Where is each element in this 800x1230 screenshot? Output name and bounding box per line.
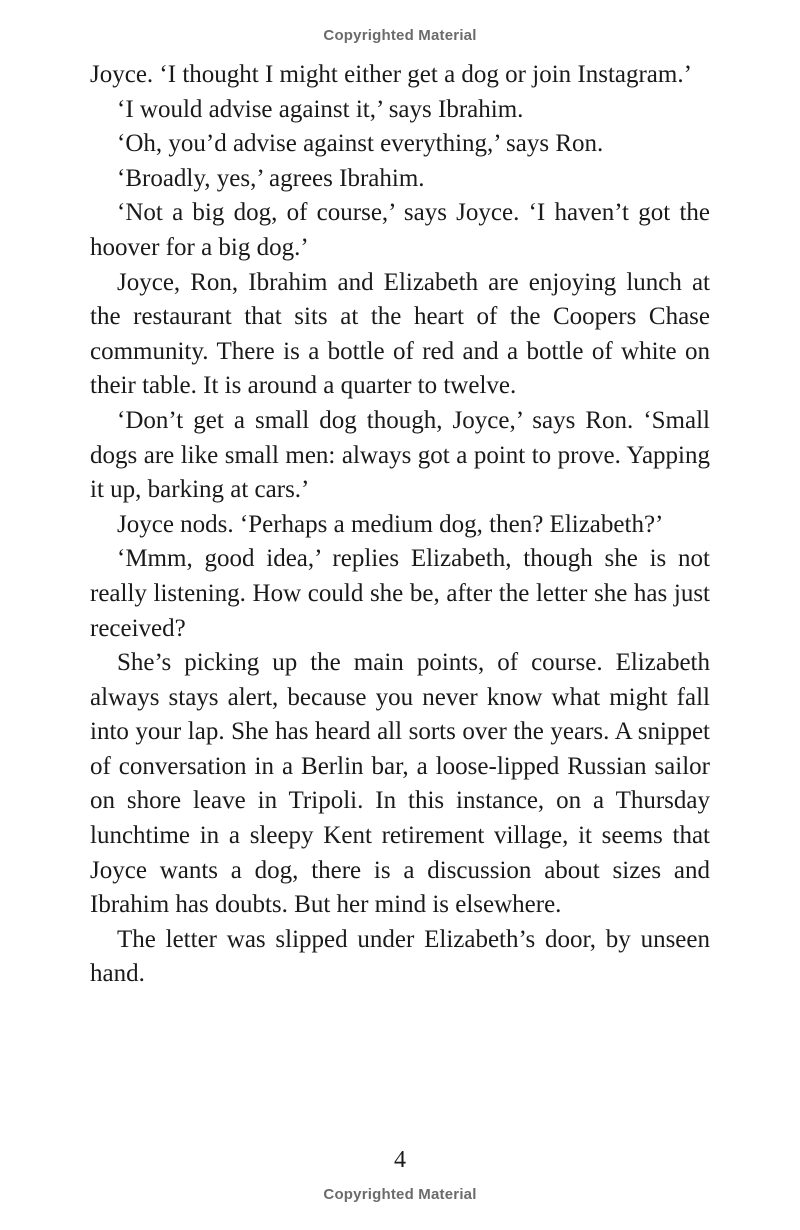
paragraph-2: ‘I would advise against it,’ says Ibrahim. bbox=[117, 95, 524, 123]
paragraph-4: ‘Broadly, yes,’ agrees Ibrahim. bbox=[117, 164, 425, 192]
page-number: 4 bbox=[394, 1147, 406, 1173]
paragraph-3: ‘Oh, you’d advise against everything,’ says Ron. bbox=[117, 130, 604, 158]
paragraph-1: Joyce. ‘I thought I might either get a dog or join Instagram.’ bbox=[90, 61, 692, 88]
paragraph-10: She’s picking up the main points, of course. Elizabeth always stays alert, because you never know what might fall into your lap. She has heard all sorts over the years. A snippet of conversation in a Berlin bar, a loose-lipped Russian sailor on shore leave in Tripoli. In this instance, on a Thursday lunchtime in a sleepy Kent retirement village, it seems that Joyce wants a dog, there is a discussion about sizes and Ibrahim has doubts. But her mind is elsewhere. bbox=[90, 649, 710, 919]
paragraph-6: Joyce, Ron, Ibrahim and Elizabeth are enjoying lunch at the restaurant that sits at the heart of the Coopers Chase community. There is a bottle of red and a bottle of white on their table. It is around a quarter to twelve. bbox=[90, 268, 710, 400]
paragraph-11: The letter was slipped under Elizabeth’s door, by unseen hand. bbox=[90, 925, 710, 988]
copyright-watermark-bottom: Copyrighted Material bbox=[323, 1186, 477, 1203]
paragraph-7: ‘Don’t get a small dog though, Joyce,’ says Ron. ‘Small dogs are like small men: always got a point to prove. Yapping it up, barking at cars.’ bbox=[90, 406, 710, 504]
paragraph-5: ‘Not a big dog, of course,’ says Joyce. ‘I haven’t got the hoover for a big dog.’ bbox=[90, 199, 710, 261]
body-text bbox=[90, 58, 710, 992]
copyright-watermark-top: Copyrighted Material bbox=[323, 27, 477, 44]
paragraph-8: Joyce nods. ‘Perhaps a medium dog, then? Elizabeth?’ bbox=[117, 510, 664, 538]
paragraph-9: ‘Mmm, good idea,’ replies Elizabeth, though she is not really listening. How could she be, after the letter she has just received? bbox=[90, 545, 710, 642]
